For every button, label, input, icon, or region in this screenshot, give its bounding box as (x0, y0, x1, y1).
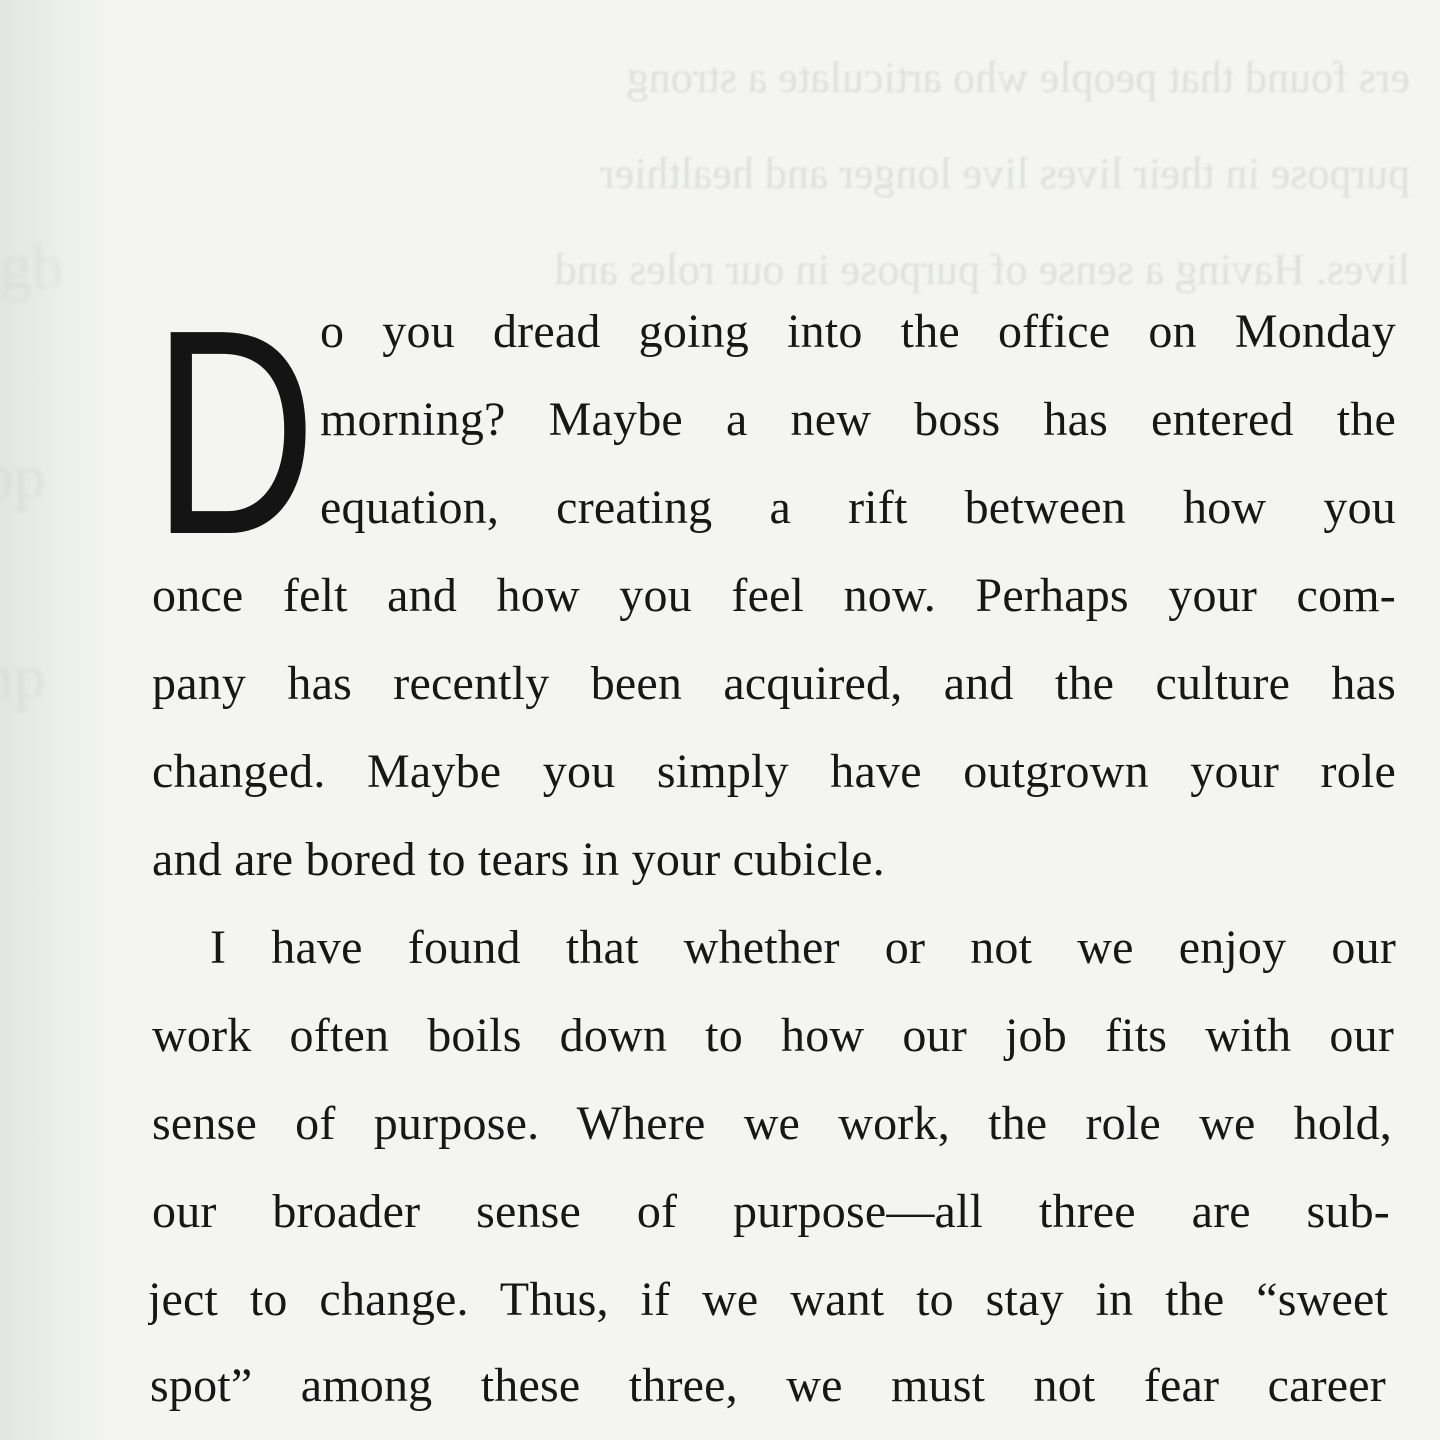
text-line: morning? Maybe a new boss has entered the (320, 393, 1396, 446)
show-through-line: ers found that people who articulate a strong (626, 53, 1410, 102)
text-line: our broader sense of purpose—all three are sub- (152, 1185, 1390, 1238)
gutter-ghost-text (0, 640, 46, 714)
drop-cap: D (152, 269, 317, 595)
text-line: once felt and how you feel now. Perhaps your com- (152, 569, 1396, 622)
show-through-line: lives. Having a sense of purpose in our roles and (554, 245, 1410, 294)
text-line: sense of purpose. Where we work, the role we hold, (152, 1097, 1392, 1150)
gutter-ghost-text (0, 440, 46, 514)
text-line: I have found that whether or not we enjoy our (210, 921, 1396, 974)
text-line: ject to change. Thus, if we want to stay in the “sweet (148, 1273, 1388, 1326)
text-line: pany has recently been acquired, and the culture has (152, 657, 1396, 710)
show-through-text (150, 30, 1410, 318)
page-gutter-shadow (0, 0, 110, 1440)
text-line: o you dread going into the office on Monday (320, 305, 1396, 358)
text-line: equation, creating a rift between how you (320, 481, 1396, 534)
show-through-line: purpose in their lives live longer and healthier (599, 149, 1410, 198)
gutter-ghost-text (0, 230, 64, 304)
text-line: and are bored to tears in your cubicle. (152, 833, 885, 886)
text-line: work often boils down to how our job fits with our (152, 1009, 1394, 1062)
text-line: spot” among these three, we must not fear career (150, 1359, 1386, 1412)
text-line: changed. Maybe you simply have outgrown your role (152, 745, 1396, 798)
